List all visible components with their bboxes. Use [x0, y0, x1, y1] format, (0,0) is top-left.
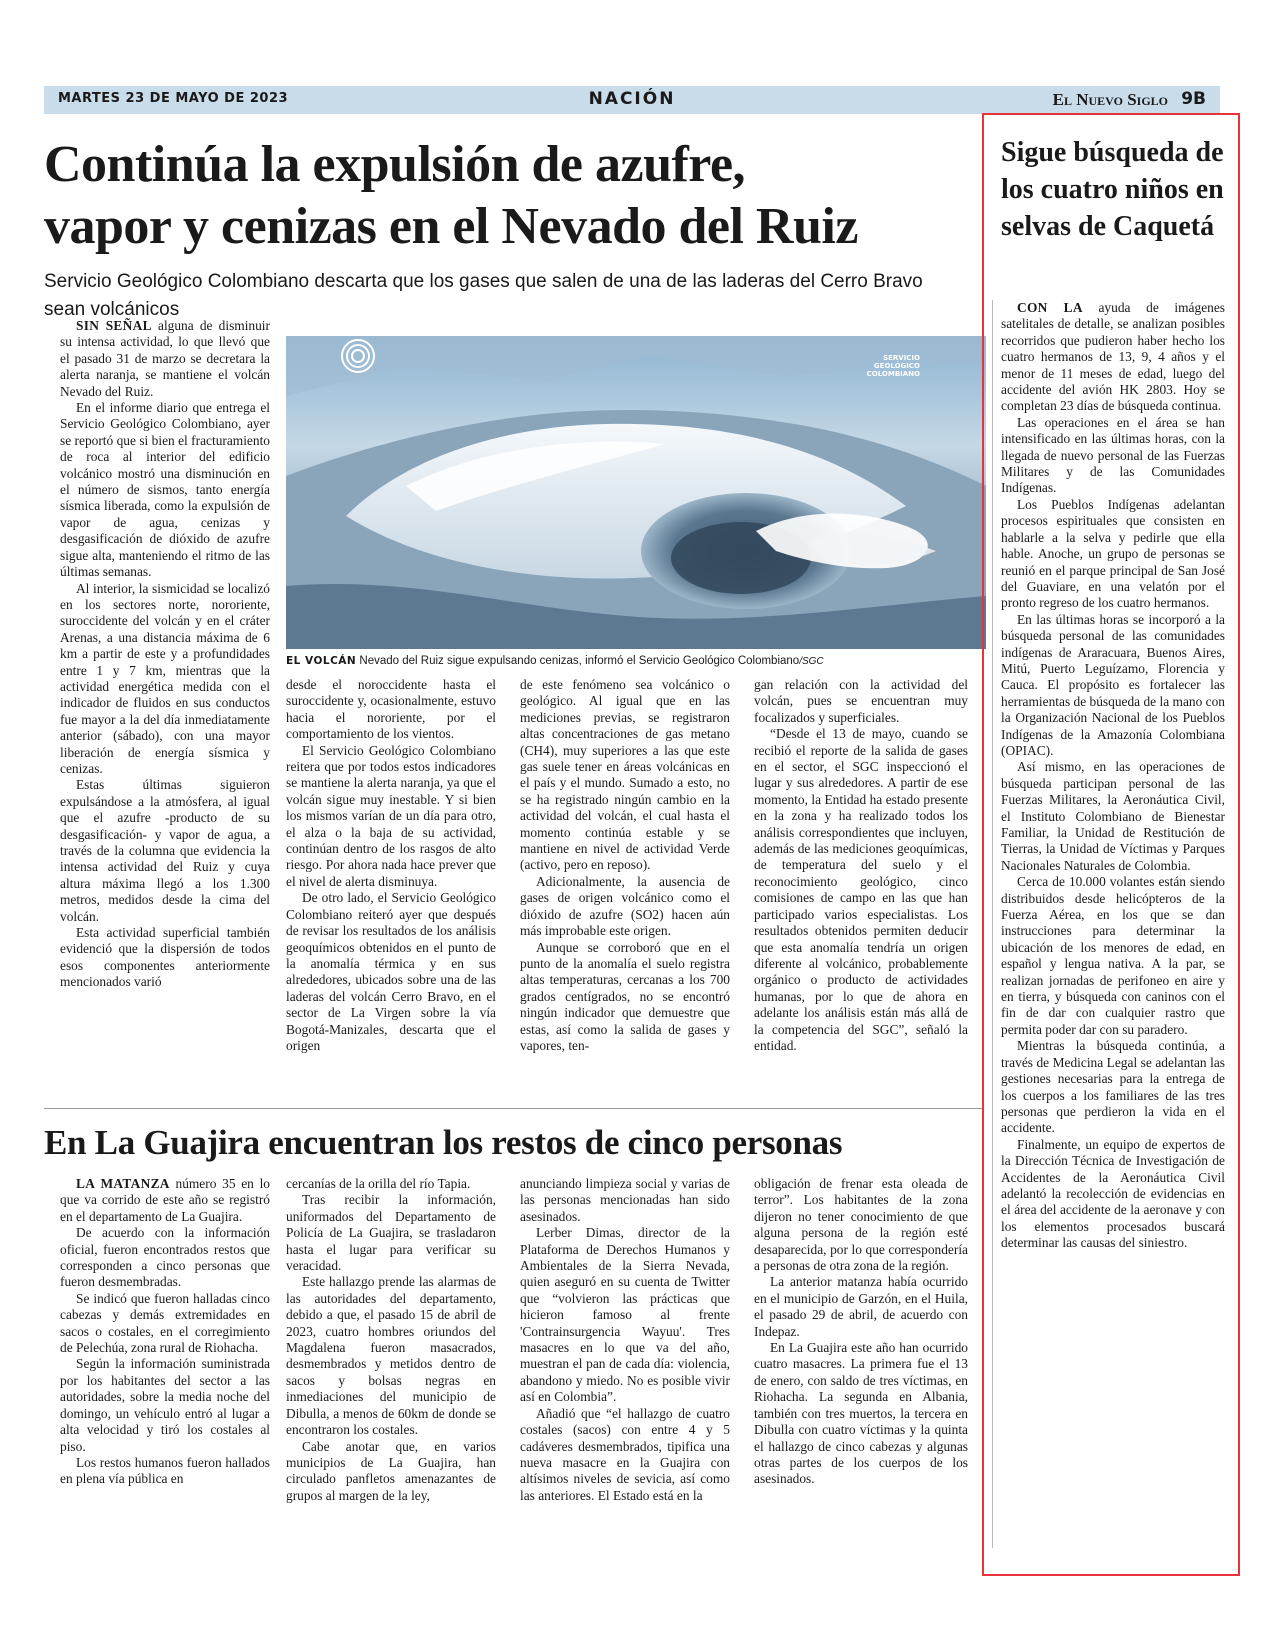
- article2-paragraph: obligación de frenar esta oleada de terror”. Los habitantes de la zona dijeron no tener conocimiento de que alguna persona de la región esté desaparecida, por lo que correspondería a personas de otra zona de la región.: [754, 1176, 968, 1274]
- article2-paragraph: anunciando limpieza social y varias de las personas mencionadas han sido asesinados.: [520, 1176, 730, 1224]
- headline-line-2: vapor y cenizas en el Nevado del Ruiz: [44, 198, 858, 255]
- article1-paragraph: desde el noroccidente hasta el suroccidente y, ocasionalmente, estuvo hacia el nororiente, por el comportamiento de los vientos.: [286, 677, 496, 742]
- article2-paragraph: En La Guajira este año han ocurrido cuatro masacres. La primera fue el 13 de enero, con saldo de tres víctimas, en Riohacha. La segunda en Albania, también con tres muertos, la tercera en Dibulla con cuatro víctimas y la quinta el hallazgo de cinco cabezas y algunas otras partes de los cuerpos de los asesinados.: [754, 1340, 968, 1487]
- caption-credit: /SGC: [799, 656, 824, 667]
- page-header: [44, 86, 1220, 114]
- article1-paragraph: “Desde el 13 de mayo, cuando se recibió el reporte de la salida de gases en el sector, el SGC inspeccionó el lugar y sus alrededores. A partir de ese momento, la Entidad ha estado presente en la zona y ha realizado todos los análisis correspondientes que incluyen, además de las mediciones geoquímicas, de temperatura del suelo y el reconocimiento geológico, cinco comisiones de campo en las que han participado varios especialistas. Los resultados obtenidos permiten deducir que esta anomalía tendría un origen diferente al volcánico, probablemente orgánico o producto de actividades humanas, por lo que de ahora en adelante los análisis están más allá de la competencia del SGC”, señaló la entidad.: [754, 726, 968, 1053]
- lead-word: CON LA: [1017, 300, 1083, 315]
- sgc-logo-text: SERVICIO GEOLÓGICO COLOMBIANO: [866, 354, 920, 378]
- article1-paragraph: Al interior, la sismicidad se localizó en los sectores norte, nororiente, suroccidente del volcán y en el cráter Arenas, a una distancia máxima de 6 km a partir de este y a profundidades entre 1 y 7 km, mientras que la actividad energética medida con el indicador de fluidos en sus conductos fue mayor a la del día inmediatamente anterior (sábado), con una mayor liberación de energía sísmica y cenizas.: [60, 580, 270, 776]
- issue-date: MARTES 23 DE MAYO DE 2023: [58, 91, 289, 106]
- article2-headline: En La Guajira encuentran los restos de cinco personas: [44, 1123, 843, 1162]
- sidebar-paragraph: Así mismo, en las operaciones de búsqueda participan personal de las Fuerzas Militares, la Aeronáutica Civil, el Instituto Colombiano de Bienestar Familiar, la Unidad de Restitución de Tierras, la Unidad de Víctimas y Parques Nacionales Naturales de Colombia.: [1001, 759, 1225, 873]
- sidebar-paragraph: Las operaciones en el área se han intensificado en las últimas horas, con la llegada de nuevo personal de las Fuerzas Militares y de las Comunidades Indígenas.: [1001, 414, 1225, 496]
- volcano-illustration: [286, 336, 986, 649]
- article2-column-2: [286, 1176, 496, 1504]
- article2-paragraph: Lerber Dimas, director de la Plataforma de Derechos Humanos y Ambientales de la Sierra Nevada, quien aseguró en su cuenta de Twitter que “volvieron las prácticas que hicieron famoso al frente 'Contrainsurgencia Wayuu'. Tres masacres en lo que va del año, muestran el pan de cada día: violencia, abandono y miedo. No es posible vivir así en Colombia”.: [520, 1225, 730, 1405]
- article2-column-4: [754, 1176, 968, 1488]
- article2-paragraph: [60, 1176, 270, 1225]
- sidebar-paragraph: Cerca de 10.000 volantes están siendo distribuidos desde helicópteros de la Fuerza Aérea, en los que se dan instrucciones para determinar la ubicación de los menores de edad, en español y lengua nativa. A la par, se realizan jornadas de perifoneo en aire y en tierra, y búsqueda con caninos con el fin de dar con cualquier rastro que permita poder dar con su paradero.: [1001, 874, 1225, 1037]
- article1-column-2: [286, 677, 496, 1054]
- newspaper-name: El Nuevo Siglo: [1052, 90, 1168, 109]
- article-divider: [44, 1108, 984, 1109]
- article2-column-1: [60, 1176, 270, 1488]
- article2-paragraph: Añadió que “el hallazgo de cuatro costales (sacos) con entre 4 y 5 cadáveres desmembrados, tipifica una nueva masacre en la Guajira con altísimos niveles de sevicia, así como las anteriores. El Estado está en la: [520, 1405, 730, 1503]
- article2-paragraph: Este hallazgo prende las alarmas de las autoridades del departamento, debido a que, el pasado 15 de abril de 2023, cuatro hombres oriundos del Magdalena fueron masacrados, desmembrados y metidos dentro de sacos y bolsas negras en inmediaciones del municipio de Dibulla, a menos de 60km de donde se encontraron los costales.: [286, 1274, 496, 1438]
- article1-column-4: [754, 677, 968, 1054]
- article2-paragraph: Según la información suministrada por los habitantes del sector a las autoridades, sobre la media noche del domingo, un vehículo entró al lugar a alta velocidad y tiró los costales al piso.: [60, 1356, 270, 1454]
- article1-paragraph: [60, 318, 270, 400]
- article1-paragraph: Estas últimas siguieron expulsándose a la atmósfera, al igual que el azufre -producto de su desgasificación- y vapor de agua, a través de la columna que evidencia la intensa actividad del Ruiz y cuya altura máxima llegó a los 1.300 metros, medidos desde la cima del volcán.: [60, 777, 270, 924]
- paragraph-text: número 35 en lo que va corrido de este año se registró en el departamento de La Guajira.: [60, 1176, 270, 1224]
- page-number: 9B: [1181, 89, 1206, 109]
- article1-paragraph: Adicionalmente, la ausencia de gases de origen volcánico como el dióxido de azufre (SO2) hacen aún más improbable este origen.: [520, 873, 730, 939]
- sidebar-column-rule: [992, 300, 993, 1548]
- article1-paragraph: gan relación con la actividad del volcán, pues se encuentran muy focalizados y superficiales.: [754, 677, 968, 725]
- sidebar-paragraph: En las últimas horas se incorporó a la búsqueda personal de las comunidades indígenas de Araracuara, Buenos Aires, Mitú, Puerto Leguízamo, Florencia y Cauca. El propósito es fortalecer las herramientas de búsqueda de la mano con la Organización Nacional de los Pueblos Indígenas de la Amazonía Colombiana (OPIAC).: [1001, 611, 1225, 758]
- sidebar-paragraph: Finalmente, un equipo de expertos de la Dirección Técnica de Investigación de Accidentes de la Aeronáutica Civil adelantó la recolección de evidencias en el área del accidente de la aeronave y con los elementos procesados buscará determinar las causas del siniestro.: [1001, 1136, 1225, 1251]
- caption-text: Nevado del Ruiz sigue expulsando cenizas, informó el Servicio Geológico Colombiano: [356, 655, 800, 667]
- article1-paragraph: de este fenómeno sea volcánico o geológico. Al igual que en las mediciones previas, se registraron altas concentraciones de gas metano (CH4), muy superiores a las que este gas suele tener en áreas volcánicas en el país y el mundo. Sumado a esto, no se ha registrado ningún cambio en la actividad del volcán, el cual hasta el momento continúa estable y se mantiene en nivel de actividad Verde (activo, pero en reposo).: [520, 677, 730, 873]
- article2-column-3: [520, 1176, 730, 1504]
- article2-paragraph: cercanías de la orilla del río Tapia.: [286, 1176, 471, 1191]
- photo-caption: [286, 654, 986, 669]
- article2-paragraph: Cabe anotar que, en varios municipios de La Guajira, han circulado panfletos amenazantes de grupos al margen de la ley,: [286, 1438, 496, 1503]
- sidebar-headline: Sigue búsqueda de los cuatro niños en selvas de Caquetá: [1001, 137, 1224, 242]
- article1-paragraph: En el informe diario que entrega el Servicio Geológico Colombiano, ayer se reportó que si bien el fracturamiento de roca al interior del edificio volcánico mostró una disminución en el número de sismos, tanto energía sísmica liberada, como la expulsión de vapor de agua, cenizas y desgasificación de dióxido de azufre sigue alta, manteniendo el ritmo de las últimas semanas.: [60, 400, 270, 580]
- sidebar-body: [1001, 300, 1225, 1252]
- article1-paragraph: Esta actividad superficial también evidenció que la dispersión de todos esos componentes anteriormente mencionados varió: [60, 925, 270, 990]
- sidebar-paragraph: [1001, 300, 1225, 415]
- headline-line-1: Continúa la expulsión de azufre,: [44, 136, 746, 193]
- lead-word: LA MATANZA: [76, 1176, 170, 1191]
- paragraph-text: ayuda de imágenes satelitales de detalle, se analizan posibles recorridos que pudieron haber hecho los cuatro hermanos de 13, 9, 4 años y el menor de 11 meses de edad, luego del accidente del avión HK 2803. Hoy se completan 23 días de búsqueda continua.: [1001, 300, 1225, 414]
- volcano-photo: [286, 336, 986, 649]
- sidebar-paragraph: Los Pueblos Indígenas adelantan procesos espirituales que consisten en hablarle a la selva y pedirle que ella hable. Anoche, un grupo de personas se reunió en el parque principal de San José del Guaviare, en una velatón por el pronto regreso de los cuatro hermanos.: [1001, 496, 1225, 611]
- article1-headline: [44, 134, 944, 258]
- article1-column-3: [520, 677, 730, 1054]
- article1-paragraph: Aunque se corroboró que en el punto de la anomalía el suelo registra altas temperaturas, cercanas a los 700 grados centígrados, no se encontró ningún indicador que demuestre que estas, así como la salida de gases y vapores, ten-: [520, 939, 730, 1053]
- sidebar-paragraph: Mientras la búsqueda continúa, a través de Medicina Legal se adelantan las gestiones necesarias para la entrega de los cuerpos a los familiares de las tres personas que perdieron la vida en el accidente.: [1001, 1038, 1225, 1136]
- caption-label: EL VOLCÁN: [286, 655, 357, 667]
- article1-subhead: Servicio Geológico Colombiano descarta que los gases que salen de una de las laderas del Cerro Bravo sean volcánicos: [44, 271, 923, 320]
- article2-paragraph: Tras recibir la información, uniformados del Departamento de Policía de La Guajira, se trasladaron hasta el lugar para verificar su veracidad.: [286, 1192, 496, 1274]
- lead-word: SIN SEÑAL: [76, 318, 152, 333]
- article2-paragraph: Se indicó que fueron halladas cinco cabezas y demás extremidades en sacos o costales, en el corregimiento de Pelechúa, zona rural de Riohacha.: [60, 1290, 270, 1356]
- sgc-logo-icon: [286, 336, 378, 376]
- section-name: NACIÓN: [588, 89, 676, 109]
- article1-column-1: [60, 318, 270, 991]
- article1-paragraph: El Servicio Geológico Colombiano reitera que por todos estos indicadores se mantiene la alerta naranja, ya que el volcán sigue muy inestable. Y si bien los mismos varían de un día para otro, el alza o la baja de su actividad, continúan dentro de los rasgos de alto riesgo. Por ahora nada hace prever que el nivel de alerta disminuya.: [286, 742, 496, 889]
- article2-paragraph: La anterior matanza había ocurrido en el municipio de Garzón, en el Huila, el pasado 29 de abril, de acuerdo con Indepaz.: [754, 1274, 968, 1339]
- paragraph-text: alguna de disminuir su intensa actividad, lo que llevó que el pasado 31 de marzo se decretara la alerta naranja, se mantiene el volcán Nevado del Ruiz.: [60, 318, 270, 399]
- article1-paragraph: De otro lado, el Servicio Geológico Colombiano reiteró ayer que después de revisar los resultados de los análisis geoquímicos obtenidos en el punto de la anomalía térmica y en sus alrededores, ubicados sobre una de las laderas del volcán Cerro Bravo, en el sector de La Virgen sobre la vía Bogotá-Manizales, descarta que el origen: [286, 890, 496, 1053]
- article2-paragraph: De acuerdo con la información oficial, fueron encontrados restos que corresponden a cinco personas que fueron desmembradas.: [60, 1225, 270, 1290]
- article2-paragraph: Los restos humanos fueron hallados en plena vía pública en: [60, 1454, 270, 1487]
